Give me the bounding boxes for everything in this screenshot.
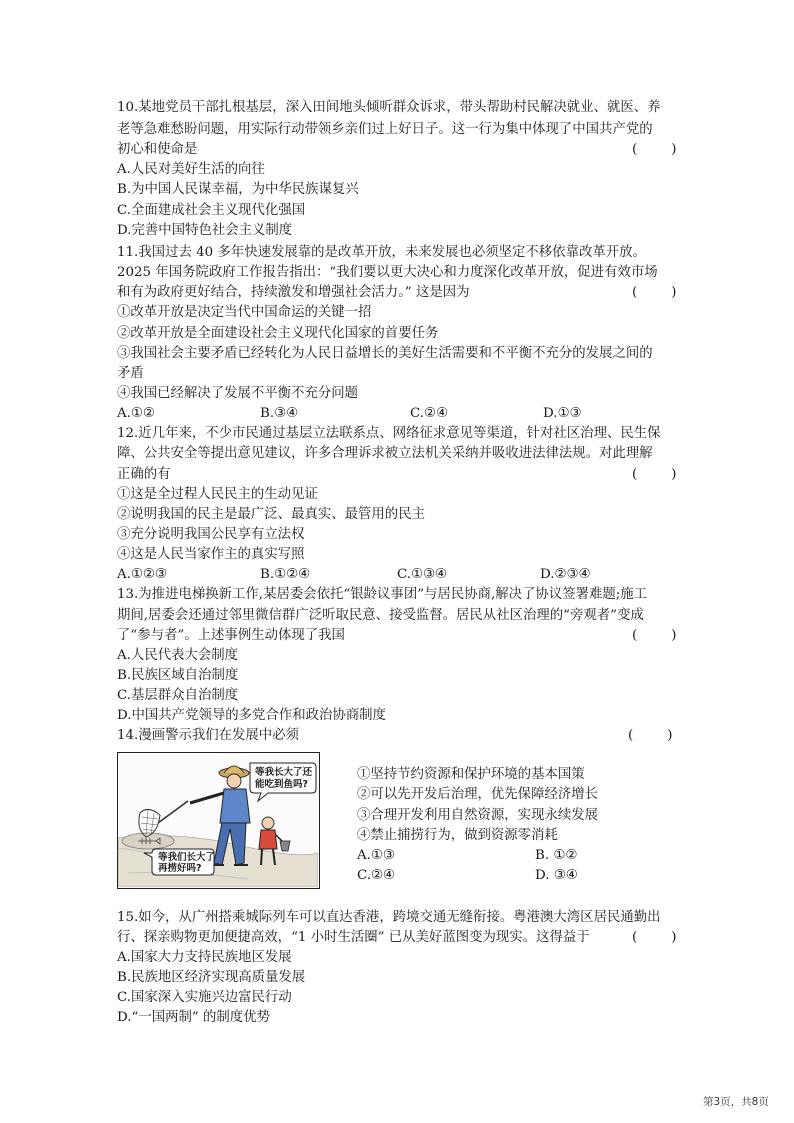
- q12-statement-1: ①这是全过程人民民主的生动见证: [117, 487, 318, 502]
- q13-option-a: A.人民代表大会制度: [117, 648, 239, 663]
- q15-option-c: C.国家深入实施兴边富民行动: [117, 990, 292, 1005]
- q10-stem-line-2: 老等急难愁盼问题，用实际行动带领乡亲们过上好日子。这一行为集中体现了中国共产党的: [117, 122, 653, 137]
- bubble-bottom-line-1: 等我们长大了: [158, 852, 216, 863]
- q10-option-b: B.为中国人民谋幸福，为中华民族谋复兴: [117, 182, 359, 197]
- cartoon-bubble-bottom: [158, 852, 215, 874]
- q10-stem-line-1: 10.某地党员干部扎根基层，深入田间地头倾听群众诉求，带头帮助村民解决就业、就医、养: [117, 100, 661, 115]
- q14-choice-b: B. ①②: [535, 848, 578, 863]
- q12-choice-c: C.①③④: [397, 567, 448, 582]
- page-number: 第3页，共8页: [703, 1096, 769, 1108]
- q11-stem-line-2: 2025 年国务院政府工作报告指出：“我们要以更大决心和力度深化改革开放，促进有效市场: [117, 265, 658, 280]
- q13-stem-line-3: 了“参与者”。上述事例生动体现了我国: [117, 628, 345, 643]
- q11-statement-3-cont: 矛盾: [117, 366, 144, 381]
- q14-answer-paren: ( ): [628, 728, 673, 743]
- q12-statement-4: ④这是人民当家作主的真实写照: [117, 547, 305, 562]
- q13-stem-line-1: 13.为推进电梯换新工作,某居委会依托“银龄议事团”与居民协商,解决了协议签署难题;施工: [117, 587, 648, 602]
- q12-answer-paren: ( ): [632, 467, 677, 482]
- q14-statement-2: ②可以先开发后治理，优先保障经济增长: [357, 787, 599, 802]
- q14-stem: 14.漫画警示我们在发展中必须: [117, 728, 299, 743]
- q12-statement-3: ③充分说明我国公民享有立法权: [117, 527, 305, 542]
- q15-stem-line-1: 15.如今，从广州搭乘城际列车可以直达香港，跨境交通无缝衔接。粤港澳大湾区居民通勤出: [117, 910, 661, 925]
- q11-statement-2: ②改革开放是全面建设社会主义现代化国家的首要任务: [117, 326, 439, 341]
- q11-statement-1: ①改革开放是决定当代中国命运的关键一招: [117, 305, 372, 320]
- cartoon-bubble-top: [255, 767, 312, 791]
- q15-option-b: B.民族地区经济实现高质量发展: [117, 970, 306, 985]
- q13-answer-paren: ( ): [632, 628, 677, 643]
- q11-choice-a: A.①②: [117, 406, 155, 421]
- q14-statement-3: ③合理开发利用自然资源，实现永续发展: [357, 808, 599, 823]
- q13-option-d: D.中国共产党领导的多党合作和政治协商制度: [117, 708, 386, 723]
- q14-choice-a: A.①③: [357, 848, 395, 863]
- q15-stem-line-2: 行、探亲购物更加便捷高效，“1 小时生活圈” 已从美好蓝图变为现实。这得益于: [117, 930, 590, 945]
- q13-stem-line-2: 期间,居委会还通过邻里微信群广泛听取民意、接受监督。居民从社区治理的“旁观者”变成: [117, 608, 644, 623]
- q14-statement-4: ④禁止捕捞行为，做到资源零消耗: [357, 828, 558, 843]
- q10-answer-paren: ( ): [632, 142, 677, 157]
- q11-choice-b: B.③④: [260, 406, 299, 421]
- q11-choice-c: C.②④: [410, 406, 449, 421]
- q15-option-a: A.国家大力支持民族地区发展: [117, 950, 292, 965]
- bubble-top-line-2: 能吃到鱼吗?: [255, 779, 309, 790]
- q14-choice-d: D. ③④: [535, 868, 578, 883]
- q11-statement-4: ④我国已经解决了发展不平衡不充分问题: [117, 386, 359, 401]
- q10-option-a: A.人民对美好生活的向往: [117, 162, 265, 177]
- q13-option-c: C.基层群众自治制度: [117, 688, 239, 703]
- q10-stem-line-3: 初心和使命是: [117, 142, 198, 157]
- q15-option-d: D.“一国两制” 的制度优势: [117, 1010, 270, 1025]
- q10-option-d: D.完善中国特色社会主义制度: [117, 223, 293, 238]
- q11-statement-3: ③我国社会主要矛盾已经转化为人民日益增长的美好生活需要和不平衡不充分的发展之间的: [117, 346, 653, 361]
- q12-choice-b: B.①②④: [260, 567, 311, 582]
- bubble-top-line-1: 等我长大了还: [255, 767, 313, 778]
- q12-choice-a: A.①②③: [117, 567, 167, 582]
- q11-stem-line-3: 和有为政府更好结合，持续激发和增强社会活力。” 这是因为: [117, 285, 470, 300]
- q13-option-b: B.民族区域自治制度: [117, 668, 239, 683]
- q11-stem-line-1: 11.我国过去 40 多年快速发展靠的是改革开放，未来发展也必须坚定不移依靠改革开放。: [117, 245, 646, 260]
- q14-statement-1: ①坚持节约资源和保护环境的基本国策: [357, 767, 585, 782]
- q11-choice-d: D.①③: [543, 406, 582, 421]
- q10-option-c: C.全面建成社会主义现代化强国: [117, 203, 306, 218]
- q11-answer-paren: ( ): [632, 285, 677, 300]
- q12-statement-2: ②说明我国的民主是最广泛、最真实、最管用的民主: [117, 507, 425, 522]
- q14-choice-c: C.②④: [357, 868, 396, 883]
- q12-stem-line-3: 正确的有: [117, 467, 171, 482]
- q15-answer-paren: ( ): [632, 930, 677, 945]
- q12-stem-line-1: 12.近几年来，不少市民通过基层立法联系点、网络征求意见等渠道，针对社区治理、民生保: [117, 426, 661, 441]
- bubble-bottom-line-2: 再捞好吗?: [158, 863, 202, 874]
- q12-choice-d: D.②③④: [540, 567, 591, 582]
- q12-stem-line-2: 障、公共安全等提出意见建议，许多合理诉求被立法机关采纳并吸收进法律法规。对此理解: [117, 446, 653, 461]
- q14-cartoon: [117, 752, 320, 889]
